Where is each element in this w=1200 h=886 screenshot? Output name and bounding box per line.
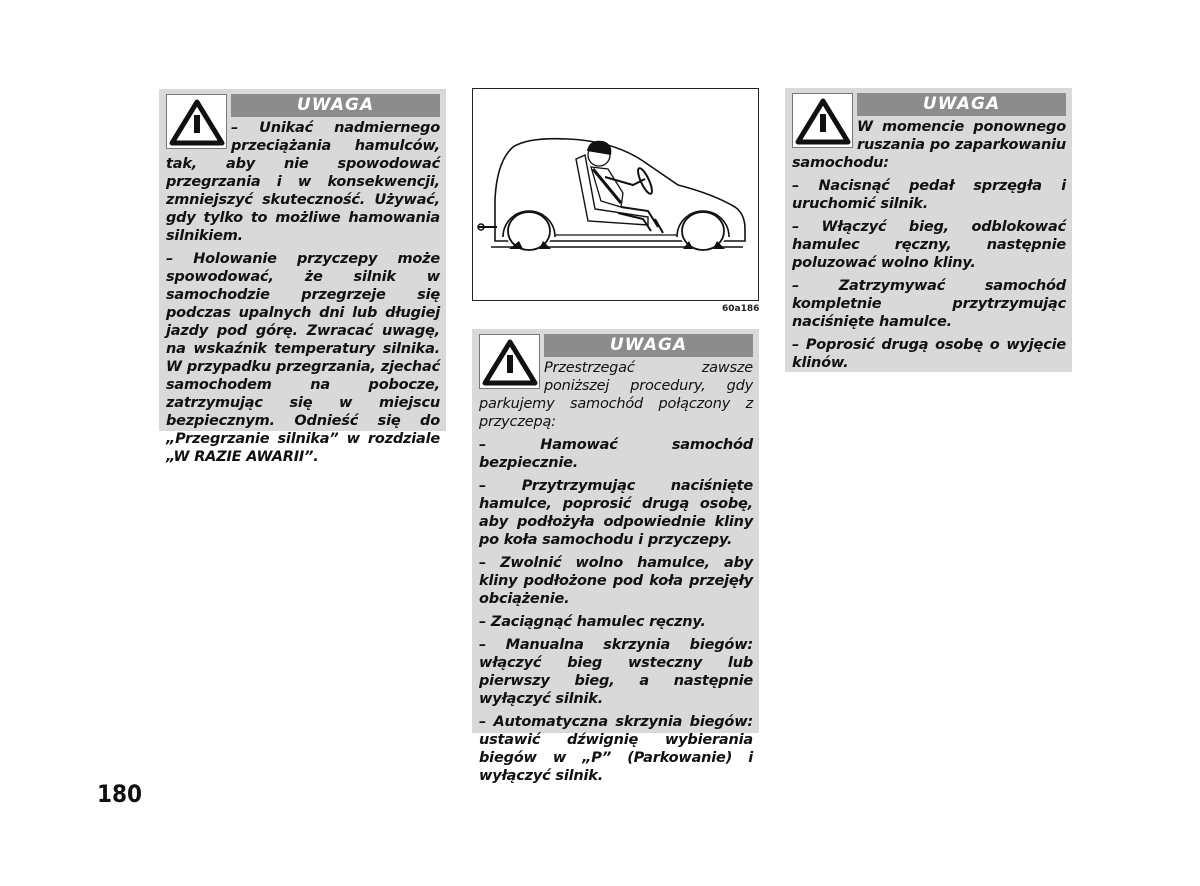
warning-triangle-icon [166,94,227,149]
warning-paragraph: – Zwolnić wolno hamulce, aby kliny podłożone pod koła przejęły obciążenie. [479,555,753,607]
warning-paragraph: – Zaciągnąć hamulec ręczny. [479,614,706,630]
warning-paragraph: – Manualna skrzynia biegów: włączyć bieg wsteczny lub pierwszy bieg, a następnie wyłączyć silnik. [479,637,753,707]
warning-text [479,359,753,785]
warning-paragraph: – Unikać nadmiernego przeciążania hamulców, tak, aby nie spowodować przegrzania i w konsekwencji, zmniejszyć skuteczność. Używać, gdy tylko to możliwe hamowania silnikiem. [166,120,440,244]
warning-triangle-icon [792,93,853,148]
warning-paragraph: – Automatyczna skrzynia biegów: ustawić dźwignię wybierania biegów w „P” (Parkowanie) i wyłączyć silnik. [479,714,753,784]
warning-triangle-icon [479,334,540,389]
warning-paragraph: – Zatrzymywać samochód kompletnie przytrzymując naciśnięte hamulce. [792,278,1066,330]
warning-paragraph: – Holowanie przyczepy może spowodować, że silnik w samochodzie przegrzeje się podczas upalnych dni lub długiej jazdy pod górę. Zwracać uwagę, na wskaźnik temperatury silnika. W przypadku przegrzania, zjechać samochodem na pobocze, zatrzymując się w miejscu bezpiecznym. Odnieść się do „Przegrzanie silnika” w rozdziale „W RAZIE AWARII”. [166,251,440,465]
warning-paragraph: – Włączyć bieg, odblokować hamulec ręczny, następnie poluzować wolno kliny. [792,219,1066,271]
warning-text [166,119,440,466]
warning-paragraph: – Nacisnąć pedał sprzęgła i uruchomić silnik. [792,178,1066,212]
warning-box-1 [159,89,446,465]
car-illustration [473,89,758,300]
page-number: 180 [97,780,143,808]
warning-title: UWAGA [857,93,1066,116]
warning-paragraph: Przestrzegać zawsze poniższej procedury, gdy parkujemy samochód połączony z przyczepą: [479,360,753,430]
warning-title: UWAGA [231,94,440,117]
warning-title: UWAGA [544,334,753,357]
warning-paragraph: – Przytrzymując naciśnięte hamulce, poprosić drugą osobę, aby podłożyła odpowiednie kliny po koła samochodu i przyczepy. [479,478,753,548]
car-trailer-figure [472,88,759,301]
warning-box-3 [785,88,1072,372]
figure-caption: 60a186 [722,304,760,314]
warning-paragraph: – Poprosić drugą osobę o wyjęcie klinów. [792,337,1066,371]
warning-paragraph: W momencie ponownego ruszania po zaparkowaniu samochodu: [792,119,1066,171]
warning-paragraph: – Hamować samochód bezpiecznie. [479,437,753,471]
warning-box-2 [472,329,759,784]
warning-text [792,118,1066,372]
